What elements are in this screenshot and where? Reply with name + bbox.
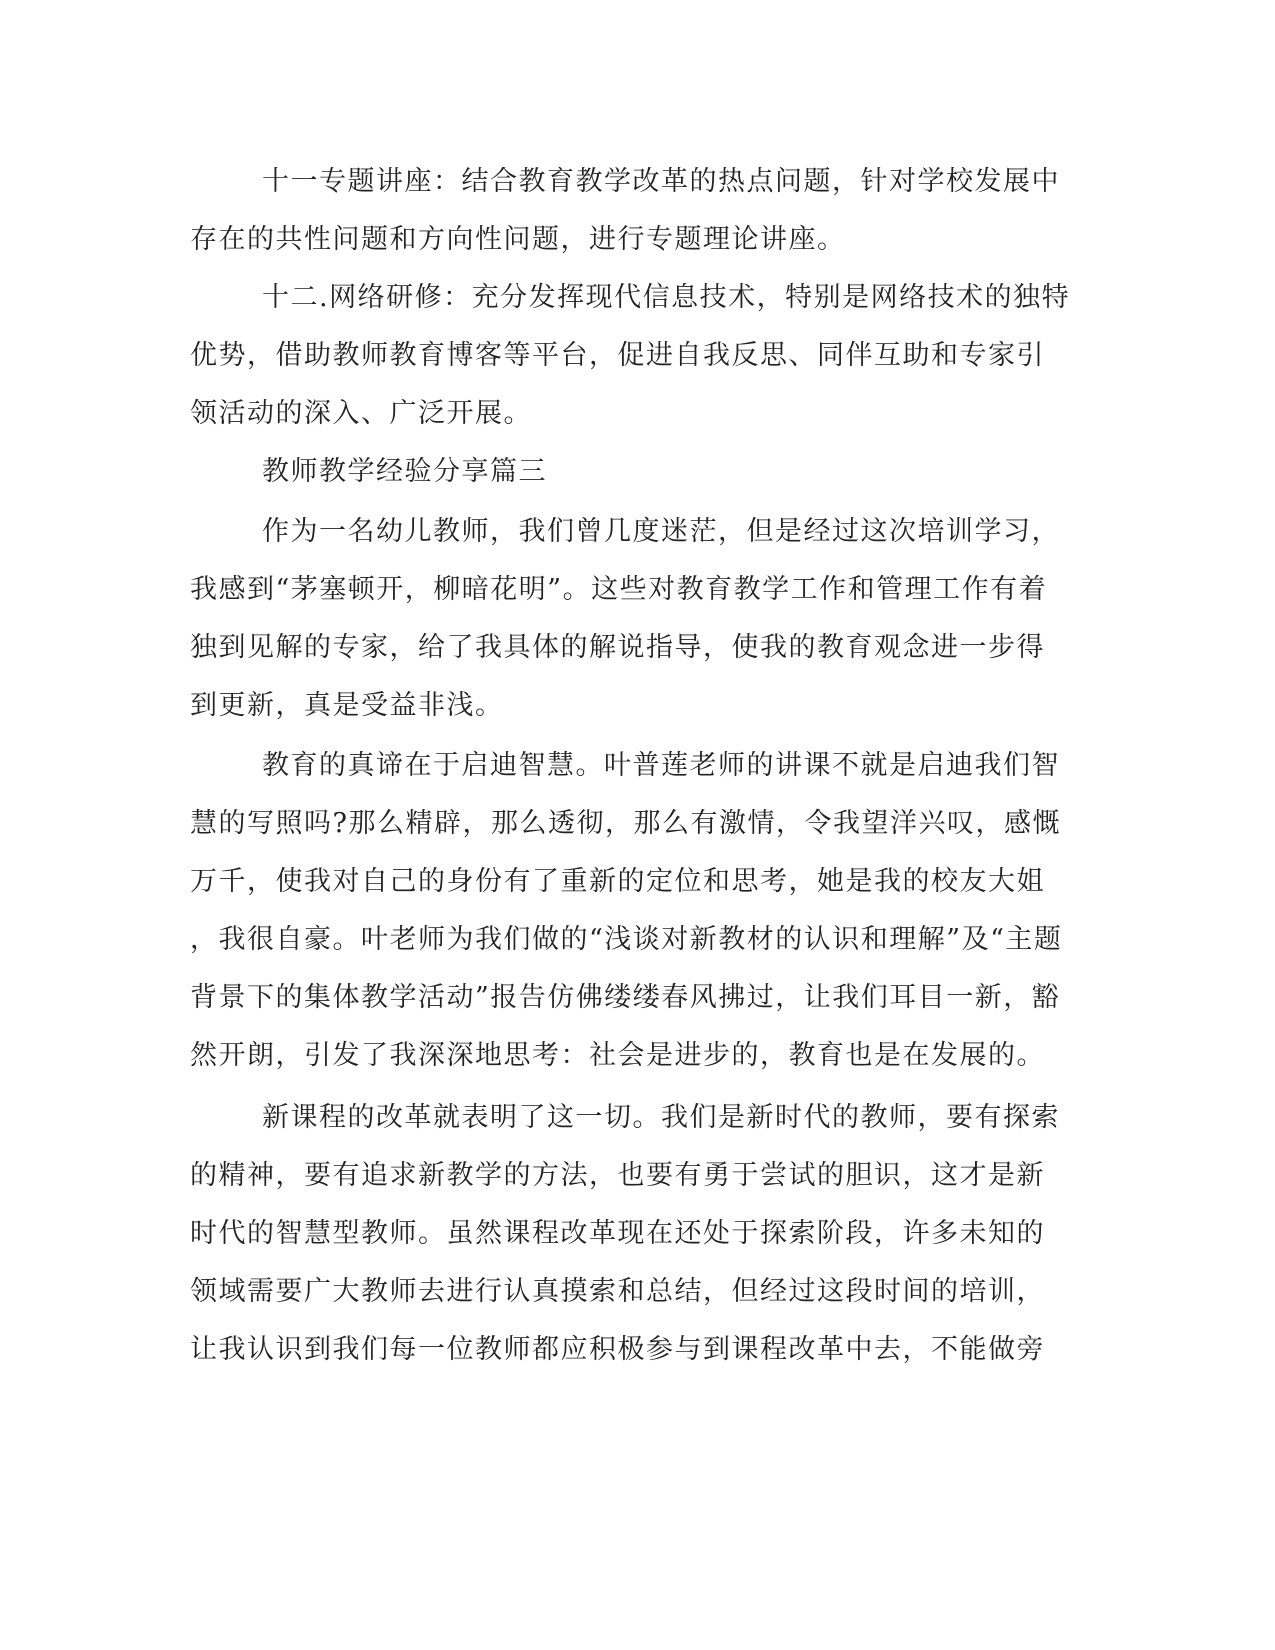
text-line: 十一专题讲座：结合教育教学改革的热点问题，针对学校发展中 [262,166,1060,197]
text-line: 然开朗，引发了我深深地思考：社会是进步的，教育也是在发展的。 [190,1040,1045,1071]
text-line: 我感到“茅塞顿开，柳暗花明”。这些对教育教学工作和管理工作有着 [190,574,1048,605]
text-line: 独到见解的专家，给了我具体的解说指导，使我的教育观念进一步得 [190,632,1045,663]
text-line: 优势，借助教师教育博客等平台，促进自我反思、同伴互助和专家引 [190,340,1045,371]
text-line: 教育的真谛在于启迪智慧。叶普莲老师的讲课不就是启迪我们智 [262,750,1060,781]
text-line: 存在的共性问题和方向性问题，进行专题理论讲座。 [190,224,846,255]
text-line: 慧的写照吗?那么精辟，那么透彻，那么有激情，令我望洋兴叹，感慨 [190,808,1061,839]
text-line: 时代的智慧型教师。虽然课程改革现在还处于探索阶段，许多未知的 [190,1218,1045,1249]
text-line: 十二.网络研修：充分发挥现代信息技术，特别是网络技术的独特 [262,282,1071,313]
text-line: 万千，使我对自己的身份有了重新的定位和思考，她是我的校友大姐 [190,866,1045,897]
text-line: 到更新，真是受益非浅。 [190,690,504,721]
text-line: ，我很自豪。叶老师为我们做的“浅谈对新教材的认识和理解”及“主题 [190,924,1063,955]
text-line: 新课程的改革就表明了这一切。我们是新时代的教师，要有探索 [262,1102,1060,1133]
section-heading: 教师教学经验分享篇三 [262,456,547,487]
text-line: 的精神，要有追求新教学的方法，也要有勇于尝试的胆识，这才是新 [190,1160,1045,1191]
text-line: 领域需要广大教师去进行认真摸索和总结，但经过这段时间的培训， [190,1276,1045,1307]
text-line: 背景下的集体教学活动”报告仿佛缕缕春风拂过，让我们耳目一新，豁 [190,982,1061,1013]
text-line: 领活动的深入、广泛开展。 [190,398,532,429]
text-line: 作为一名幼儿教师，我们曾几度迷茫，但是经过这次培训学习， [262,516,1060,547]
text-line: 让我认识到我们每一位教师都应积极参与到课程改革中去，不能做旁 [190,1334,1045,1365]
